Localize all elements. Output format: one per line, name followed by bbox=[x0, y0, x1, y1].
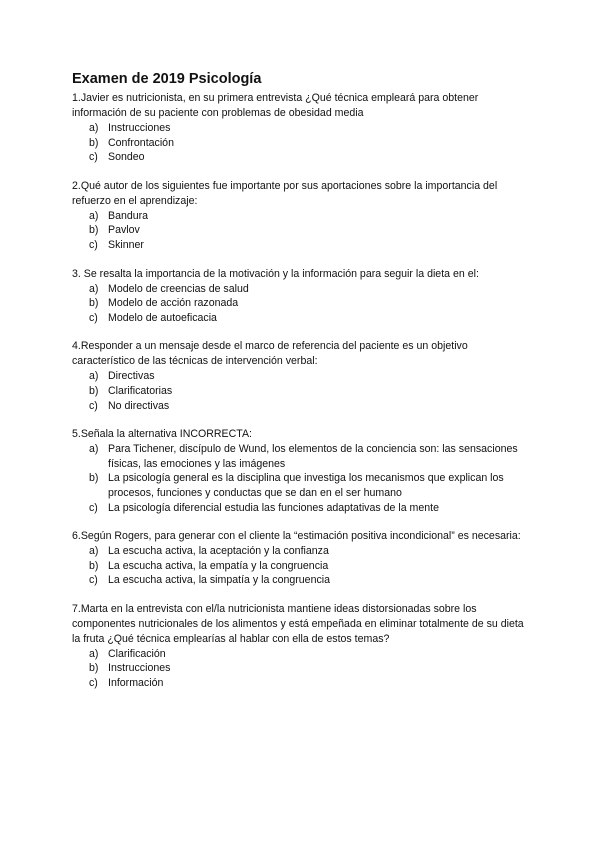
question-2 bbox=[72, 179, 532, 253]
option-item bbox=[72, 573, 532, 588]
option-letter: b) bbox=[89, 559, 99, 572]
option-text: Pavlov bbox=[108, 224, 140, 237]
option-text: Modelo de autoeficacia bbox=[108, 311, 217, 324]
option-item bbox=[72, 311, 532, 326]
option-letter: b) bbox=[89, 136, 99, 149]
option-list bbox=[72, 369, 532, 413]
question-text: 1.Javier es nutricionista, en su primera entrevista ¿Qué técnica empleará para obtener información de su paciente con problemas de obesidad media bbox=[72, 92, 479, 119]
option-list bbox=[72, 647, 532, 691]
option-item bbox=[72, 150, 532, 165]
option-letter: a) bbox=[89, 122, 99, 134]
option-item bbox=[72, 238, 532, 253]
option-text: Confrontación bbox=[108, 136, 174, 149]
option-letter: a) bbox=[89, 647, 99, 660]
question-text: 4.Responder a un mensaje desde el marco de referencia del paciente es un objetivo característico de las técnicas de intervención verbal: bbox=[72, 340, 468, 368]
option-text: Bandura bbox=[108, 209, 149, 222]
option-text: Información bbox=[108, 677, 164, 690]
option-text: La escucha activa, la aceptación y la confianza bbox=[108, 545, 329, 558]
option-item bbox=[72, 442, 532, 471]
option-item bbox=[72, 296, 532, 311]
option-list bbox=[72, 544, 532, 588]
option-item bbox=[72, 647, 532, 662]
option-letter: c) bbox=[89, 238, 98, 251]
option-letter: b) bbox=[89, 472, 99, 485]
option-text: Clarificatorias bbox=[108, 384, 173, 397]
option-item bbox=[72, 661, 532, 676]
option-item bbox=[72, 282, 532, 297]
option-item bbox=[72, 471, 532, 500]
option-text: Modelo de acción razonada bbox=[108, 297, 239, 310]
option-item bbox=[72, 209, 532, 224]
question-4 bbox=[72, 339, 532, 413]
option-item bbox=[72, 384, 532, 399]
option-text: Para Tichener, discípulo de Wund, los elementos de la conciencia son: las sensaciones físicas, las emociones y las imágenes bbox=[108, 443, 518, 470]
option-item bbox=[72, 121, 532, 136]
option-letter: c) bbox=[89, 677, 98, 690]
option-text: Skinner bbox=[108, 238, 144, 251]
option-letter: c) bbox=[89, 151, 98, 164]
question-7 bbox=[72, 602, 532, 691]
question-text: 3. Se resalta la importancia de la motivación y la información para seguir la dieta en el: bbox=[72, 267, 479, 280]
option-item bbox=[72, 223, 532, 238]
option-text: Modelo de creencias de salud bbox=[108, 282, 249, 295]
option-text: La escucha activa, la simpatía y la congruencia bbox=[108, 574, 331, 587]
question-6 bbox=[72, 529, 532, 588]
question-text: 6.Según Rogers, para generar con el cliente la “estimación positiva incondicional” es necesaria: bbox=[72, 530, 521, 543]
option-letter: a) bbox=[89, 282, 99, 295]
option-item bbox=[72, 559, 532, 574]
option-text: La escucha activa, la empatía y la congruencia bbox=[108, 559, 329, 572]
option-letter: a) bbox=[89, 545, 99, 558]
question-text: 7.Marta en la entrevista con el/la nutricionista mantiene ideas distorsionadas sobre los componentes nutricionales de los alimentos y está empeñada en eliminar totalmente de su dieta la fruta ¿Qué técnica emplearías al hablar con ella de estos temas? bbox=[72, 602, 524, 645]
option-item bbox=[72, 399, 532, 414]
option-text: Instrucciones bbox=[108, 122, 171, 134]
option-item bbox=[72, 544, 532, 559]
question-1 bbox=[72, 91, 532, 165]
option-list bbox=[72, 209, 532, 253]
option-text: Sondeo bbox=[108, 151, 145, 164]
option-letter: a) bbox=[89, 209, 99, 222]
option-letter: a) bbox=[89, 370, 99, 383]
option-item bbox=[72, 676, 532, 691]
question-5 bbox=[72, 427, 532, 515]
option-letter: c) bbox=[89, 574, 98, 587]
question-3 bbox=[72, 267, 532, 326]
option-text: La psicología diferencial estudia las funciones adaptativas de la mente bbox=[108, 501, 439, 514]
option-item bbox=[72, 369, 532, 384]
option-letter: c) bbox=[89, 399, 98, 412]
option-letter: b) bbox=[89, 297, 99, 310]
option-letter: b) bbox=[89, 224, 99, 237]
option-text: No directivas bbox=[108, 399, 170, 412]
option-letter: a) bbox=[89, 443, 99, 456]
option-text: La psicología general es la disciplina que investiga los mecanismos que explican los procesos, funciones y conductas que se dan en el ser humano bbox=[108, 472, 504, 499]
option-letter: b) bbox=[89, 662, 99, 675]
option-list bbox=[72, 282, 532, 326]
question-text: 2.Qué autor de los siguientes fue importante por sus aportaciones sobre la importancia del refuerzo en el aprendizaje: bbox=[72, 179, 498, 207]
option-item bbox=[72, 136, 532, 151]
question-text: 5.Señala la alternativa INCORRECTA: bbox=[72, 428, 252, 441]
option-text: Directivas bbox=[108, 370, 155, 383]
option-text: Instrucciones bbox=[108, 662, 171, 675]
option-item bbox=[72, 501, 532, 516]
option-text: Clarificación bbox=[108, 647, 166, 660]
exam-page bbox=[72, 70, 532, 705]
option-letter: b) bbox=[89, 384, 99, 397]
option-list bbox=[72, 442, 532, 515]
option-letter: c) bbox=[89, 501, 98, 514]
exam-title: Examen de 2019 Psicología bbox=[72, 71, 262, 87]
option-letter: c) bbox=[89, 311, 98, 324]
option-list bbox=[72, 121, 532, 165]
